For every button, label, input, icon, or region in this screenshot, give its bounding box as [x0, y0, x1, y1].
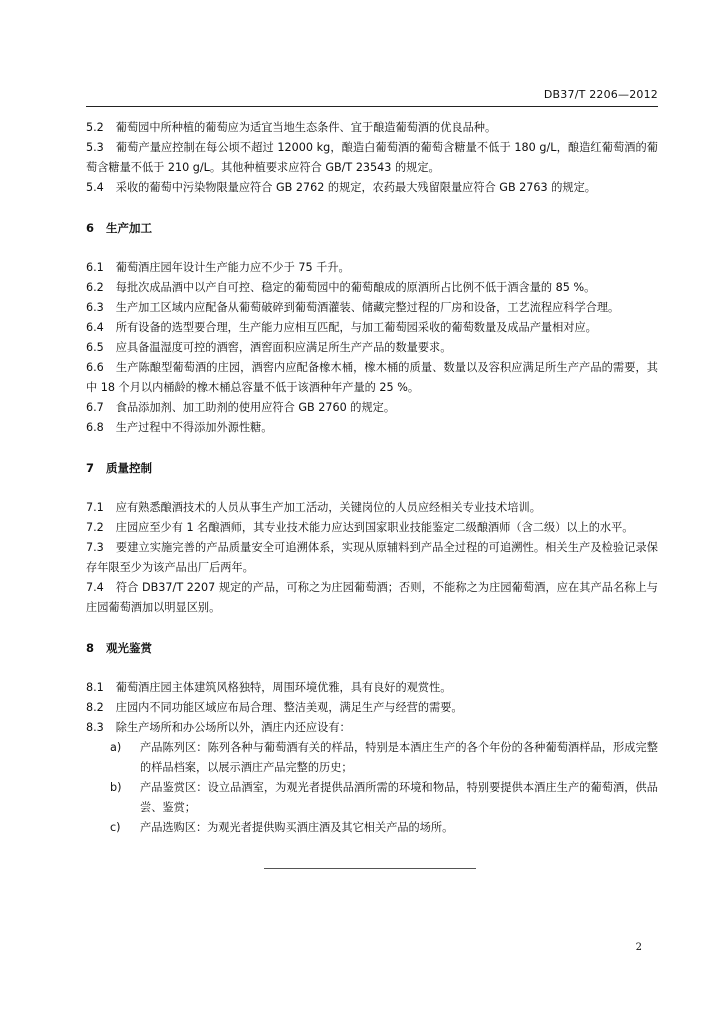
list-item-c: c) 产品选购区：为观光者提供购买酒庄酒及其它相关产品的场所。: [110, 821, 454, 834]
section-8-clauses: [86, 678, 658, 838]
clause-6-7: 6.7 食品添加剂、加工助剂的使用应符合 GB 2760 的规定。: [86, 401, 396, 414]
clause-6-1: 6.1 葡萄酒庄园年设计生产能力应不少于 75 千升。: [86, 261, 350, 274]
clause-6-3: 6.3 生产加工区域内应配备从葡萄破碎到葡萄酒灌装、储藏完整过程的厂房和设备，工艺流程应科学合理。: [86, 301, 620, 314]
clause-5-3: 5.3 葡萄产量应控制在每公顷不超过 12000 kg，酿造白葡萄酒的葡萄含糖量不低于 180 g/L，酿造红葡萄酒的葡萄含糖量不低于 210 g/L。其他种植要求应符合 GB/T 23543 的规定。: [86, 141, 658, 174]
clause-6-4: 6.4 所有设备的选型要合理，生产能力应相互匹配，与加工葡萄园采收的葡萄数量及成品产量相对应。: [86, 321, 597, 334]
section-5-clauses: [86, 118, 658, 198]
section-7-clauses: [86, 498, 658, 618]
clause-7-2: 7.2 庄园应至少有 1 名酿酒师，其专业技术能力应达到国家职业技能鉴定二级酿酒师（含二级）以上的水平。: [86, 521, 634, 534]
clause-8-3: 8.3 除生产场所和办公场所以外，酒庄内还应设有：: [86, 721, 351, 734]
clause-6-5: 6.5 应具备温湿度可控的酒窖，酒窖面积应满足所生产产品的数量要求。: [86, 341, 452, 354]
clause-5-2: 5.2 葡萄园中所种植的葡萄应为适宜当地生态条件、宜于酿造葡萄酒的优良品种。: [86, 121, 497, 134]
clause-8-2: 8.2 庄园内不同功能区域应布局合理、整洁美观，满足生产与经营的需要。: [86, 701, 463, 714]
document-body: [86, 118, 658, 838]
list-item-b: b) 产品鉴赏区：设立品酒室，为观光者提供品酒所需的环境和物品，特别要提供本酒庄生产的葡萄酒，供品尝、鉴赏；: [110, 781, 658, 814]
standard-code-header: DB37/T 2206—2012: [543, 88, 658, 101]
section-7-heading: 7 质量控制: [86, 461, 153, 475]
section-6-heading: 6 生产加工: [86, 221, 153, 235]
clause-5-4: 5.4 采收的葡萄中污染物限量应符合 GB 2762 的规定，农药最大残留限量应符合 GB 2763 的规定。: [86, 181, 596, 194]
clause-7-1: 7.1 应有熟悉酿酒技术的人员从事生产加工活动，关键岗位的人员应经相关专业技术培训。: [86, 501, 541, 514]
section-6-clauses: [86, 258, 658, 438]
clause-6-8: 6.8 生产过程中不得添加外源性糖。: [86, 421, 273, 434]
clause-6-6: 6.6 生产陈酿型葡萄酒的庄园，酒窖内应配备橡木桶，橡木桶的质量、数量以及容积应满足所生产产品的需要，其中 18 个月以内桶龄的橡木桶总容量不低于该酒种年产量的 25 %。: [86, 361, 658, 394]
clause-7-4: 7.4 符合 DB37/T 2207 规定的产品，可称之为庄园葡萄酒；否则，不能称之为庄园葡萄酒，应在其产品名称上与庄园葡萄酒加以明显区别。: [86, 581, 658, 614]
clause-8-1: 8.1 葡萄酒庄园主体建筑风格独特，周围环境优雅，具有良好的观赏性。: [86, 681, 452, 694]
list-item-a: a) 产品陈列区：陈列各种与葡萄酒有关的样品，特别是本酒庄生产的各个年份的各种葡萄酒样品，形成完整的样品档案，以展示酒庄产品完整的历史；: [110, 741, 658, 774]
end-of-document-rule: [264, 868, 476, 869]
section-8-heading: 8 观光鉴赏: [86, 641, 153, 655]
page-number: 2: [635, 942, 642, 953]
clause-7-3: 7.3 要建立实施完善的产品质量安全可追溯体系，实现从原辅料到产品全过程的可追溯性。相关生产及检验记录保存年限至少为该产品出厂后两年。: [86, 541, 658, 574]
clause-6-2: 6.2 每批次成品酒中以产自可控、稳定的葡萄园中的葡萄酿成的原酒所占比例不低于酒含量的 85 %。: [86, 281, 596, 294]
header-divider: [86, 106, 658, 107]
